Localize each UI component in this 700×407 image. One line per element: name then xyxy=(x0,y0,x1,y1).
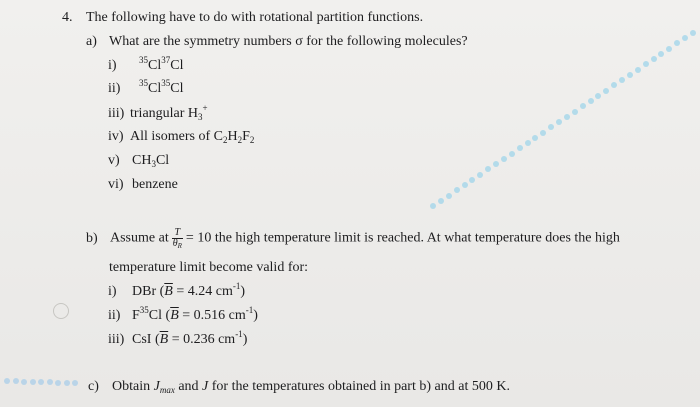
highlighter-dot xyxy=(635,67,641,73)
superscript: + xyxy=(202,103,208,113)
item-label: v) xyxy=(108,153,120,168)
element: Cl xyxy=(148,58,162,73)
highlighter-dot xyxy=(446,193,452,199)
molecule-text: triangular H xyxy=(130,106,199,121)
item-label: ii) xyxy=(108,81,121,96)
part-b-line2: temperature limit become valid for: xyxy=(109,260,309,275)
isotope-mass: 35 xyxy=(161,78,171,88)
b-bar-symbol: $\overline{B}$ xyxy=(159,332,169,347)
highlighter-dot xyxy=(47,379,53,385)
question-intro: The following have to do with rotational partition functions. xyxy=(86,10,424,25)
unit-exponent: -1 xyxy=(245,305,254,315)
j-symbol: J xyxy=(202,379,209,394)
part-a-item-i xyxy=(108,55,184,74)
molecule-text: All isomers of C xyxy=(130,129,223,144)
constant-value: = 0.516 cm xyxy=(182,308,246,323)
highlighter-dot xyxy=(13,378,19,384)
highlighter-dot xyxy=(548,124,554,130)
item-label: iii) xyxy=(108,106,125,121)
subscript: 3 xyxy=(151,159,156,169)
highlighter-dot xyxy=(564,114,570,120)
part-c-label: c) xyxy=(88,379,99,394)
isotope-mass: 35 xyxy=(139,78,148,88)
b-bar-symbol: $\overline{B}$ xyxy=(164,284,173,299)
isotope-mass: 35 xyxy=(139,305,149,315)
highlighter-dot xyxy=(556,119,562,125)
pencil-circle-mark xyxy=(53,303,69,319)
part-a-question: What are the symmetry numbers σ for the following molecules? xyxy=(109,34,468,49)
part-a-item-iv xyxy=(108,129,254,145)
fraction-denominator: $\theta_R$ xyxy=(172,238,182,250)
highlighter-dot xyxy=(572,109,578,115)
highlighter-dot xyxy=(485,166,491,172)
constant-value: = 4.24 cm xyxy=(176,284,233,299)
part-b-line1 xyxy=(86,228,620,249)
highlighter-dot xyxy=(55,380,61,386)
part-b-item-i: i) DBr ($\overline{B} = 4.24$ $cm^{-1}$) xyxy=(108,281,246,299)
element: Cl xyxy=(170,81,184,96)
part-a-item-vi xyxy=(108,177,178,193)
unit-exponent: -1 xyxy=(232,281,241,291)
highlighter-dot xyxy=(21,379,27,385)
part-b-pre: Assume at xyxy=(110,230,169,246)
constant-value: = 0.236 cm xyxy=(171,332,236,347)
part-c-mid: and xyxy=(178,379,199,394)
highlighter-dot xyxy=(509,151,515,157)
unit-exponent: -1 xyxy=(235,329,243,339)
part-b-item-iii: iii) CsI ($\overline{B} = 0.236$ $cm^{-1}$) xyxy=(108,329,248,347)
part-a-item-iii xyxy=(108,103,208,122)
highlighter-dot xyxy=(517,145,523,151)
highlighter-dot xyxy=(493,161,499,167)
item-label: i) xyxy=(108,284,117,299)
highlighter-dot xyxy=(38,379,44,385)
highlighter-dot xyxy=(462,182,468,188)
item-label: iii) xyxy=(108,332,125,347)
t-over-theta-fraction xyxy=(172,228,183,249)
highlighter-dot xyxy=(30,379,36,385)
j-symbol: J xyxy=(153,379,160,394)
molecule: Cl xyxy=(148,308,163,323)
highlighter-dot xyxy=(72,380,78,386)
j-subscript: max xyxy=(159,385,175,395)
highlighter-dot xyxy=(658,51,664,57)
subscript: 2 xyxy=(249,135,255,145)
molecule: CsI xyxy=(132,332,152,347)
highlighter-dot xyxy=(4,378,10,384)
item-label: ii) xyxy=(108,308,121,323)
highlighter-dot xyxy=(682,35,688,41)
highlighter-dot xyxy=(595,93,601,99)
highlighter-dot xyxy=(501,156,507,162)
molecule: DBr xyxy=(132,284,157,299)
highlighter-dot xyxy=(603,88,609,94)
highlighter-dot xyxy=(532,135,538,141)
molecule-text: CH xyxy=(132,153,152,168)
part-a-label: a) xyxy=(86,34,97,49)
question-number: 4. xyxy=(62,10,73,25)
molecule-text: Cl xyxy=(155,153,170,168)
part-b-label: b) xyxy=(86,230,98,246)
highlighter-dot xyxy=(674,40,680,46)
item-label: vi) xyxy=(108,177,124,192)
part-b-post: = 10 the high temperature limit is reached. At what temperature does the high xyxy=(185,230,620,246)
highlighter-dot xyxy=(666,46,672,52)
element: Cl xyxy=(170,58,184,73)
highlighter-dot xyxy=(588,98,594,104)
highlighter-dot xyxy=(430,203,436,209)
molecule-text: benzene xyxy=(132,177,178,192)
part-c-post: for the temperatures obtained in part b) and at 500 K. xyxy=(211,379,510,394)
isotope-mass: 37 xyxy=(161,55,171,65)
highlighter-dot xyxy=(580,103,586,109)
highlighter-dot xyxy=(627,72,633,78)
part-b-item-ii: ii) $F^{35}Cl$ ($\overline{B} = 0.516$ $cm^{-1}$) xyxy=(108,305,258,323)
isotope-mass: 35 xyxy=(139,55,148,65)
molecule: F xyxy=(132,308,140,323)
highlighter-dot xyxy=(611,82,617,88)
b-bar-symbol: $\overline{B}$ xyxy=(170,308,179,323)
subscript: 3 xyxy=(198,112,203,122)
highlighter-dot xyxy=(643,61,649,67)
highlighter-dot xyxy=(438,198,444,204)
subscript: 2 xyxy=(222,135,228,145)
item-label: iv) xyxy=(108,129,124,144)
highlighter-dot xyxy=(651,56,657,62)
part-a-item-v xyxy=(108,153,169,169)
highlighter-dot xyxy=(619,77,625,83)
highlighter-dot xyxy=(64,380,70,386)
highlighter-dot xyxy=(477,172,483,178)
molecule-text: H xyxy=(227,129,238,144)
highlighter-dot xyxy=(525,140,531,146)
molecule-text: F xyxy=(242,129,250,144)
part-a-item-ii xyxy=(108,78,184,97)
highlighter-dot xyxy=(469,177,475,183)
part-c-pre: Obtain xyxy=(112,379,151,394)
item-label: i) xyxy=(108,58,117,73)
fraction-numerator: T xyxy=(172,228,183,239)
part-c-line xyxy=(88,379,510,395)
highlighter-dot xyxy=(690,30,696,36)
highlighter-dot xyxy=(540,130,546,136)
highlighter-dot xyxy=(454,187,460,193)
subscript: 2 xyxy=(237,135,243,145)
element: Cl xyxy=(148,81,162,96)
